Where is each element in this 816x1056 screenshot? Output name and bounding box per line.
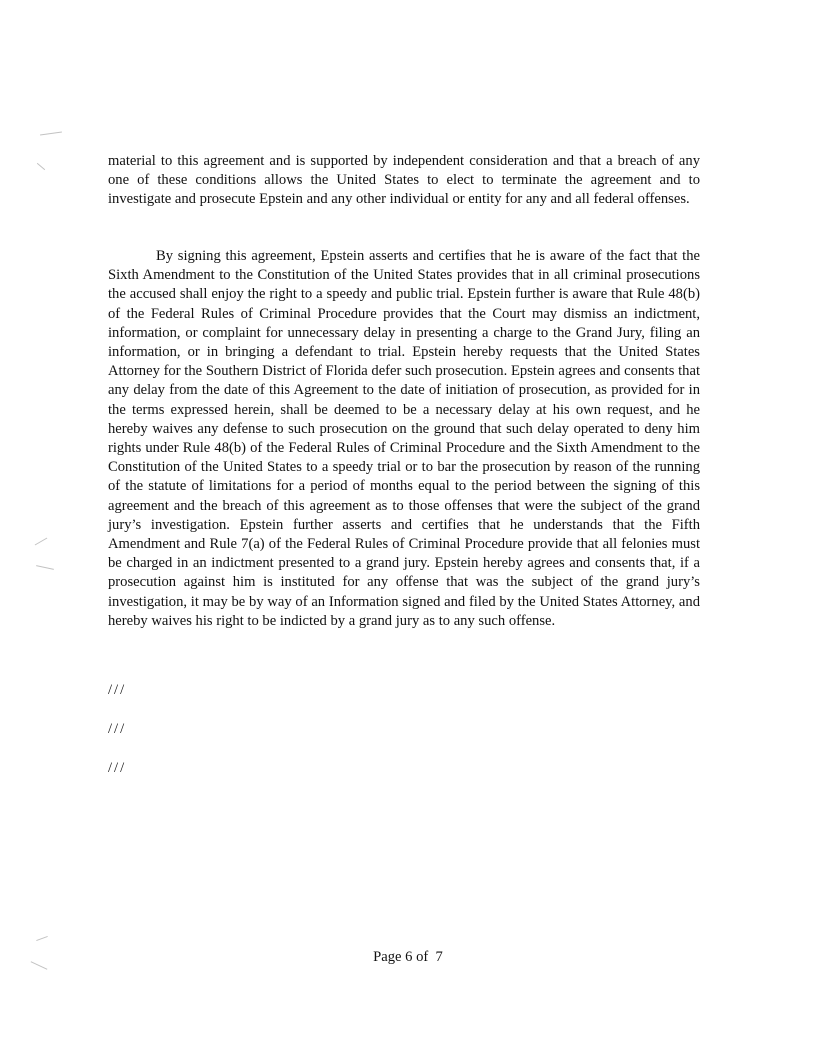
scan-artifact bbox=[35, 538, 48, 546]
page-number-text: Page 6 of 7 bbox=[373, 949, 443, 965]
page-number-footer bbox=[0, 949, 816, 966]
paragraph-continuation: material to this agreement and is supported by independent consideration and that a breach of any one of these conditions allows the United States to elect to terminate the agreement and to investigate and prosecute Epstein and any other individual or entity for any and all federal offenses. bbox=[108, 153, 700, 208]
paragraph-waiver: By signing this agreement, Epstein asserts and certifies that he is aware of the fact that the Sixth Amendment to the Constitution of the United States provides that in all criminal prosecutions the accused shall enjoy the right to a speedy and public trial. Epstein further is aware that Rule 48(b) of the Federal Rules of Criminal Procedure provides that the Court may dismiss an indictment, information, or complaint for unnecessary delay in presenting a charge to the Grand Jury, filing an information, or in bringing a defendant to trial. Epstein hereby requests that the United States Attorney for the Southern District of Florida defer such prosecution. Epstein agrees and consents that any delay from the date of this Agreement to the date of initiation of prosecution, as provided for in the terms expressed herein, shall be deemed to be a necessary delay at his own request, and he hereby waives any defense to such prosecution on the ground that such delay operated to deny him rights under Rule 48(b) of the Federal Rules of Criminal Procedure and the Sixth Amendment to the Constitution of the United States to a speedy trial or to bar the prosecution by reason of the running of the statute of limitations for a period of months equal to the period between the signing of this agreement and the breach of this agreement as to those offenses that were the subject of the grand jury’s investigation. Epstein further asserts and certifies that he understands that the Fifth Amendment and Rule 7(a) of the Federal Rules of Criminal Procedure provide that all felonies must be charged in an indictment presented to a grand jury. Epstein hereby agrees and consents that, if a prosecution against him is instituted for any offense that was the subject of the grand jury’s investigation, it may be by way of an Information signed and filed by the United States Attorney, and hereby waives his right to be indicted by a grand jury as to any such offense. bbox=[108, 248, 700, 629]
section-separator: /// bbox=[108, 682, 127, 698]
scan-artifact bbox=[37, 163, 45, 170]
scan-artifact bbox=[36, 565, 54, 570]
section-separator: /// bbox=[108, 760, 127, 776]
scan-artifact bbox=[36, 936, 48, 941]
section-separator: /// bbox=[108, 721, 127, 737]
scan-artifact bbox=[40, 131, 62, 135]
